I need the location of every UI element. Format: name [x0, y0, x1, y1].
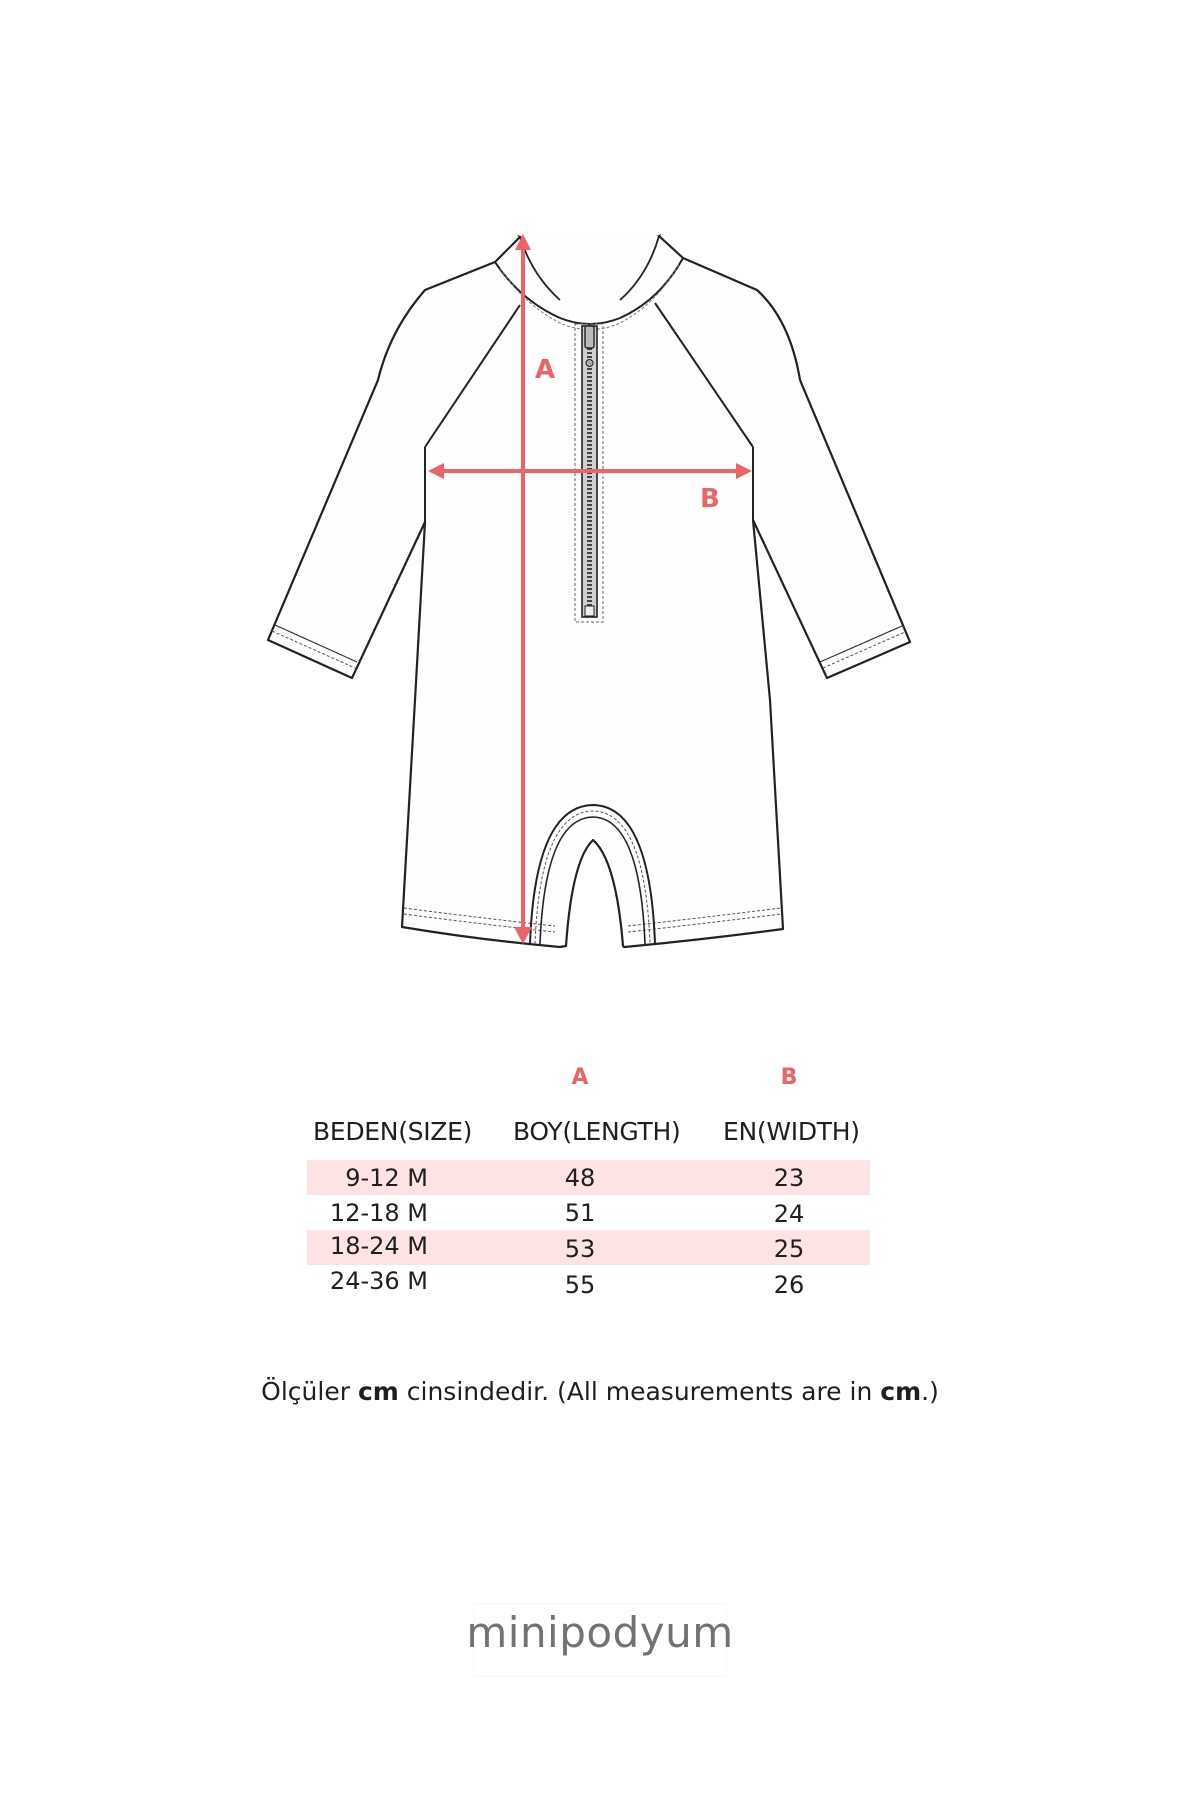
- column-letter-b: B: [780, 1065, 798, 1090]
- measurement-label-b: B: [700, 484, 720, 514]
- header-size: BEDEN(SIZE): [313, 1117, 473, 1146]
- measurement-unit-note: [0, 1378, 1200, 1406]
- brand-logo: minipodyum: [466, 1608, 734, 1657]
- note-unit-bold-1: cm: [357, 1377, 399, 1406]
- note-unit-bold-2: cm: [880, 1377, 922, 1406]
- note-text-3: .): [921, 1377, 939, 1406]
- note-text-2: cinsindedir. (All measurements are in: [398, 1377, 881, 1406]
- cell-size: 18-24 M: [329, 1232, 428, 1260]
- cell-size: 9-12 M: [345, 1164, 428, 1192]
- cell-size: 24-36 M: [329, 1267, 428, 1295]
- cell-width: 23: [773, 1164, 805, 1192]
- cell-length: 55: [564, 1271, 596, 1299]
- cell-width: 26: [773, 1271, 805, 1299]
- cell-length: 51: [564, 1199, 596, 1227]
- cell-width: 25: [773, 1235, 805, 1263]
- cell-length: 53: [564, 1235, 596, 1263]
- cell-width: 24: [773, 1200, 805, 1228]
- header-length: BOY(LENGTH): [513, 1117, 681, 1146]
- note-text-1: Ölçüler: [261, 1377, 358, 1406]
- header-width: EN(WIDTH): [723, 1117, 860, 1146]
- cell-size: 12-18 M: [329, 1199, 428, 1227]
- cell-length: 48: [564, 1164, 596, 1192]
- column-letter-a: A: [571, 1065, 589, 1090]
- measurement-label-a: A: [535, 355, 556, 385]
